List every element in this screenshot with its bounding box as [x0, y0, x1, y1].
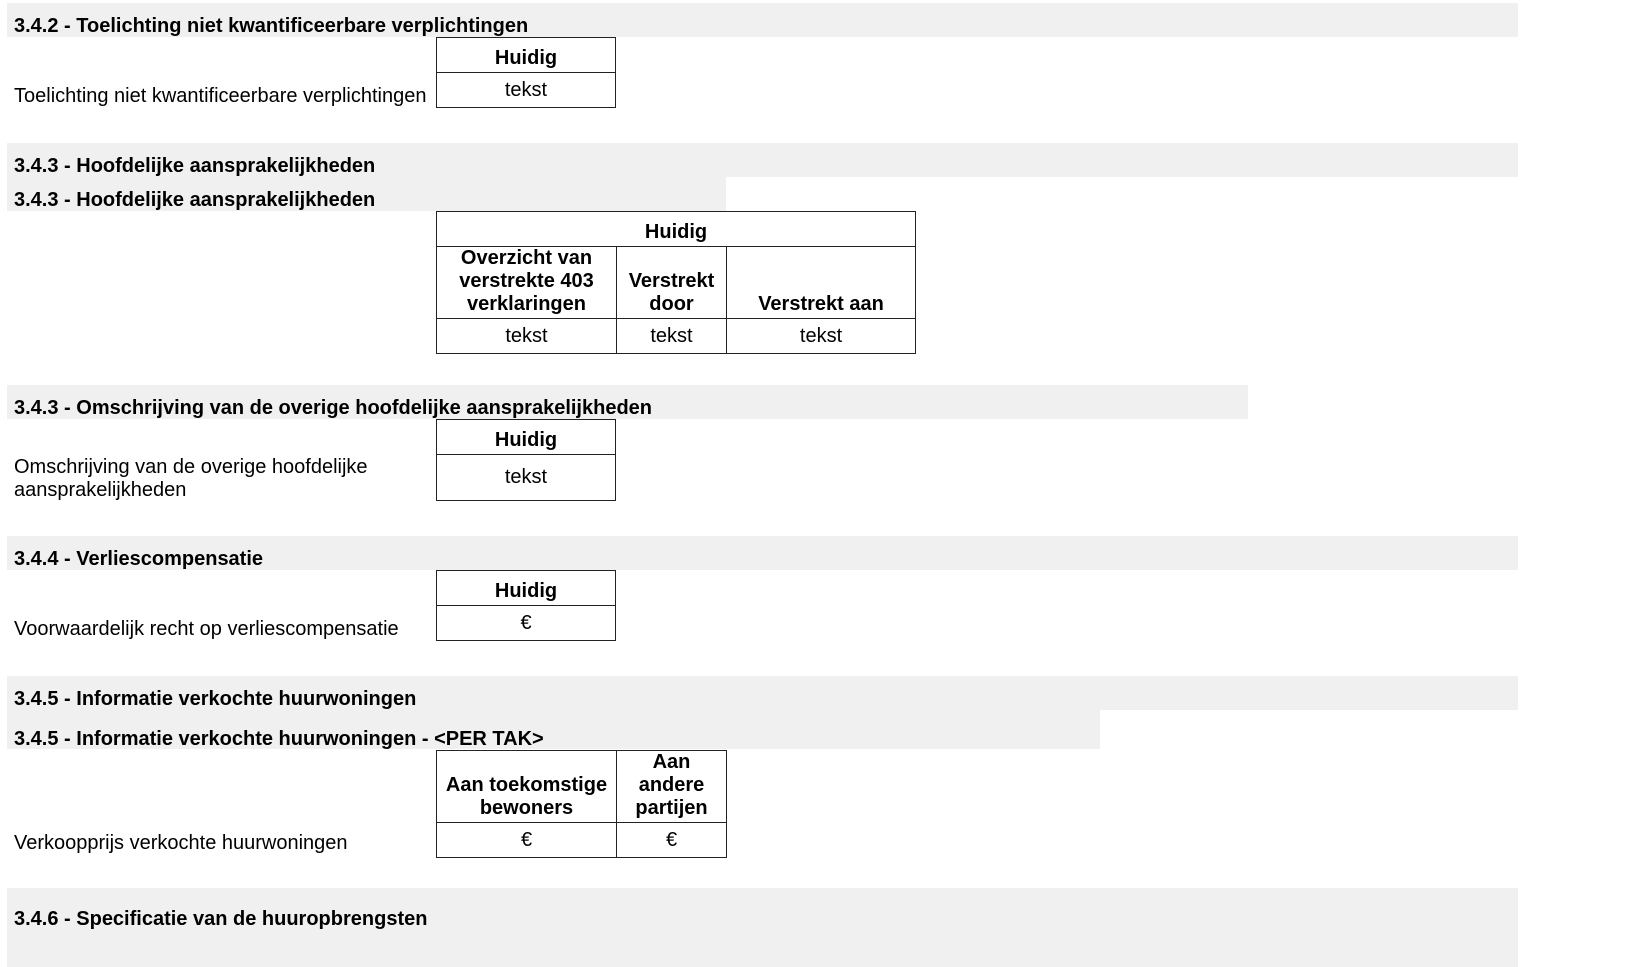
column-header-verstrekt-aan: Verstrekt aan: [727, 247, 916, 319]
column-header-toekomstige-bewoners: [437, 751, 617, 823]
header-line: partijen: [635, 797, 708, 819]
value-cell[interactable]: tekst: [437, 73, 616, 108]
header-huidig: Huidig: [437, 571, 616, 606]
value-cell[interactable]: tekst: [617, 319, 727, 354]
table-345: [436, 750, 727, 858]
column-header-andere-partijen: [617, 751, 727, 823]
section-title-346: 3.4.6 - Specificatie van de huuropbrengsten: [14, 908, 428, 930]
subsection-title-345: 3.4.5 - Informatie verkochte huurwoningen - <PER TAK>: [14, 728, 544, 750]
table-342: [436, 37, 616, 108]
header-line: Aan: [652, 751, 691, 773]
column-header-verstrekt-door: Verstrekt door: [617, 247, 727, 319]
header-huidig: Huidig: [437, 38, 616, 73]
row-label-342: Toelichting niet kwantificeerbare verplichtingen: [14, 85, 427, 107]
column-header-overzicht: Overzicht van verstrekte 403 verklaringen: [437, 247, 617, 319]
table-344: [436, 570, 616, 641]
value-cell[interactable]: tekst: [727, 319, 916, 354]
header-line: bewoners: [479, 797, 574, 819]
row-label-line: Omschrijving van de overige hoofdelijke: [14, 456, 368, 478]
row-label-343b: [14, 456, 368, 502]
value-cell[interactable]: €: [437, 606, 616, 641]
header-line: andere: [638, 774, 705, 796]
section-title-343: 3.4.3 - Hoofdelijke aansprakelijkheden: [14, 155, 376, 177]
subsection-title-343: 3.4.3 - Hoofdelijke aansprakelijkheden: [14, 189, 376, 211]
value-cell[interactable]: €: [437, 823, 617, 858]
value-cell[interactable]: tekst: [437, 319, 617, 354]
section-title-344: 3.4.4 - Verliescompensatie: [14, 548, 264, 570]
row-label-line: aansprakelijkheden: [14, 479, 187, 501]
table-343b: [436, 419, 616, 501]
section-title-342: 3.4.2 - Toelichting niet kwantificeerbare verplichtingen: [14, 15, 529, 37]
section-title-345: 3.4.5 - Informatie verkochte huurwoningen: [14, 688, 417, 710]
row-label-344: Voorwaardelijk recht op verliescompensatie: [14, 618, 399, 640]
table-343: [436, 211, 916, 354]
header-huidig: Huidig: [437, 420, 616, 455]
header-line: Aan toekomstige: [445, 774, 608, 796]
value-cell[interactable]: tekst: [437, 455, 616, 501]
row-label-345: Verkoopprijs verkochte huurwoningen: [14, 832, 348, 854]
group-header-huidig: Huidig: [437, 212, 916, 247]
value-cell[interactable]: €: [617, 823, 727, 858]
section-title-343b: 3.4.3 - Omschrijving van de overige hoofdelijke aansprakelijkheden: [14, 397, 653, 419]
